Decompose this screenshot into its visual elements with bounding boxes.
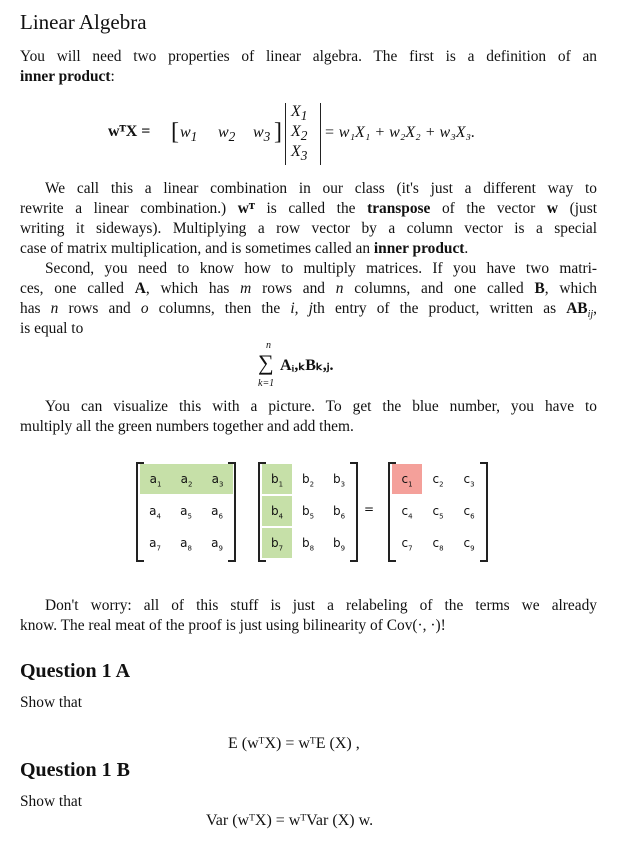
text-segment: wᵀ — [237, 200, 255, 217]
c-cell: $c_8$ — [432, 536, 444, 553]
b-cell: $b_4$ — [262, 496, 292, 526]
text-segment: ij — [587, 309, 594, 321]
text-segment: o — [140, 300, 149, 317]
text-segment: B — [534, 280, 545, 297]
eq-rhs: = w₁X₁ + w₂X₂ + w₃X₃. — [324, 124, 476, 141]
equals-sign: = — [364, 502, 375, 516]
text-segment: ces, one called — [20, 280, 135, 297]
text-line — [20, 616, 597, 636]
a-cell: $a_4$ — [149, 504, 161, 521]
question-equation: Var (wᵀX) = wᵀVar (X) w. — [206, 812, 374, 829]
text-segment: Second, you need to know how to multiply matrices. If you have two matri- — [45, 260, 597, 277]
eq-x1: $X_1$ — [291, 103, 308, 124]
text-segment: , which — [544, 280, 597, 297]
text-line — [45, 596, 597, 616]
a-cell: $a_1$ — [140, 464, 171, 494]
eq-lhs: wᵀX = — [108, 123, 151, 140]
text-segment: rewrite a linear combination.) — [20, 200, 238, 217]
b-cell: $b_9$ — [332, 536, 346, 553]
text-line — [20, 219, 597, 239]
text-segment: Don't worry: all of this stuff is just a relabeling of the terms we already — [45, 597, 597, 614]
eq-w3: $w_3$ — [253, 124, 271, 145]
text-segment: multiply all the green numbers together and add them. — [20, 418, 354, 435]
text-segment: case of matrix multiplication, and is sometimes called an — [20, 240, 374, 257]
text-line — [20, 239, 597, 259]
a-cell: $a_2$ — [171, 464, 202, 494]
a-cell: $a_8$ — [180, 536, 192, 553]
text-segment: transpose — [367, 200, 431, 217]
text-segment: We call this a linear combination in our class (it's just a different way to — [45, 180, 597, 197]
text-line — [20, 47, 597, 67]
eq-w2: $w_2$ — [218, 124, 236, 145]
text-line — [20, 299, 597, 319]
text-line — [20, 319, 597, 339]
text-segment: is equal to — [20, 320, 84, 337]
text-segment: n — [50, 300, 59, 317]
a-cell: $a_5$ — [180, 504, 192, 521]
text-line — [20, 67, 597, 87]
text-segment: . — [464, 240, 469, 257]
eq-x2: $X_2$ — [291, 123, 308, 144]
text-segment: inner product — [20, 68, 111, 85]
text-segment: is called the — [254, 200, 368, 217]
question-heading: Question 1 B — [20, 759, 131, 781]
text-segment: m — [240, 280, 252, 297]
text-segment: : — [110, 68, 115, 85]
a-cell: $a_9$ — [211, 536, 223, 553]
text-segment: of the vector — [430, 200, 547, 217]
matrix-b — [258, 462, 358, 562]
text-line — [20, 279, 597, 299]
text-segment: , which has — [145, 280, 241, 297]
b-cell: $b_2$ — [301, 472, 315, 489]
text-segment: , — [593, 300, 597, 317]
question-equation: E (wᵀX) = wᵀE (X) , — [228, 735, 360, 752]
matrix-a — [136, 462, 236, 562]
text-segment: AB — [566, 300, 588, 317]
b-cell: $b_7$ — [262, 528, 292, 558]
text-line — [45, 259, 597, 279]
matrix-multiplication-figure — [136, 462, 486, 562]
b-cell: $b_3$ — [332, 472, 346, 489]
question-heading: Question 1 A — [20, 660, 131, 682]
text-segment: rows and — [251, 280, 336, 297]
c-cell: $c_7$ — [401, 536, 413, 553]
c-cell: $c_5$ — [432, 504, 444, 521]
text-segment: columns, then the — [148, 300, 291, 317]
text-segment: (just — [558, 200, 598, 217]
text-segment: has — [20, 300, 51, 317]
text-segment: n — [335, 280, 344, 297]
section-title: Linear Algebra — [20, 10, 147, 34]
a-cell: $a_3$ — [202, 464, 233, 494]
text-segment: columns, and one called — [343, 280, 535, 297]
c-cell: $c_3$ — [463, 472, 475, 489]
c-cell: $c_2$ — [432, 472, 444, 489]
matrix-c — [388, 462, 488, 562]
eq-x3: $X_3$ — [291, 143, 308, 164]
text-segment: w — [546, 200, 559, 217]
text-segment: You will need two properties of linear algebra. The first is a definition of an — [20, 48, 597, 65]
text-segment: inner product — [373, 240, 465, 257]
text-segment: know. The real meat of the proof is just using bilinearity of Cov(·, ·)! — [20, 617, 446, 634]
b-cell: $b_5$ — [301, 504, 315, 521]
b-cell: $b_8$ — [301, 536, 315, 553]
c-cell: $c_6$ — [463, 504, 475, 521]
question-prompt: Show that — [20, 694, 82, 711]
text-line — [45, 397, 597, 417]
text-segment: i, j — [290, 300, 313, 317]
text-segment: A — [134, 280, 146, 297]
text-line — [20, 199, 597, 219]
a-cell: $a_6$ — [211, 504, 223, 521]
text-segment: rows and — [58, 300, 141, 317]
eq-w1: $w_1$ — [180, 124, 198, 145]
text-line — [45, 179, 597, 199]
c-cell: $c_1$ — [392, 464, 422, 494]
text-segment: writing it sideways). Multiplying a row vector by a column vector is a special — [20, 220, 597, 237]
question-prompt: Show that — [20, 793, 82, 810]
a-cell: $a_7$ — [149, 536, 161, 553]
b-cell: $b_6$ — [332, 504, 346, 521]
text-line — [20, 417, 597, 437]
c-cell: $c_4$ — [401, 504, 413, 521]
b-cell: $b_1$ — [262, 464, 292, 494]
c-cell: $c_9$ — [463, 536, 475, 553]
text-segment: th entry of the product, written as — [312, 300, 567, 317]
text-segment: You can visualize this with a picture. To get the blue number, you have to — [45, 398, 597, 415]
